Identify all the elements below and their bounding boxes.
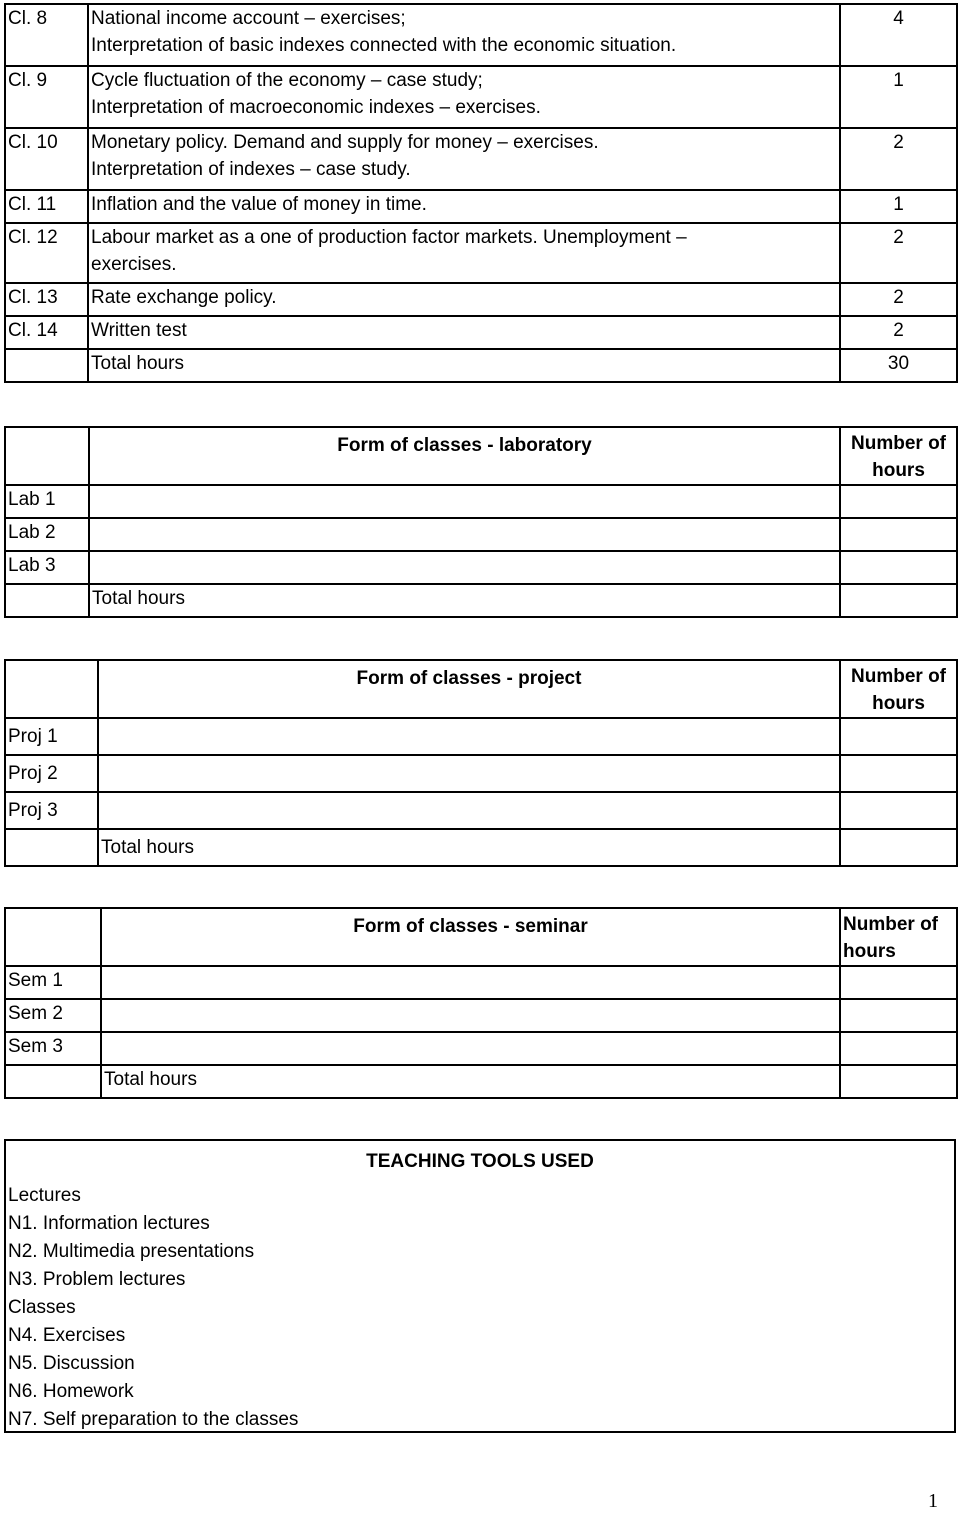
class-code: Cl. 9 — [5, 66, 88, 128]
total-label: Total hours — [89, 584, 840, 617]
class-code: Cl. 10 — [5, 128, 88, 190]
table-row — [5, 316, 957, 349]
class-topic: Inflation and the value of money in time. — [88, 190, 840, 223]
project-title: Form of classes - project — [98, 660, 840, 718]
total-label: Total hours — [88, 349, 840, 382]
list-item: N3. Problem lectures — [8, 1269, 186, 1290]
row-label: Lab 3 — [5, 551, 89, 584]
header-row — [5, 427, 957, 485]
table-row — [5, 1032, 957, 1065]
class-code: Cl. 13 — [5, 283, 88, 316]
class-code: Cl. 8 — [5, 4, 88, 66]
table-row — [5, 66, 957, 128]
row-label: Lab 1 — [5, 485, 89, 518]
table-row — [5, 485, 957, 518]
header-row — [5, 908, 957, 966]
table-row — [5, 283, 957, 316]
laboratory-table — [4, 426, 958, 618]
table-row — [5, 4, 957, 66]
seminar-title: Form of classes - seminar — [101, 908, 840, 966]
table-row — [5, 551, 957, 584]
table-row — [5, 518, 957, 551]
total-label: Total hours — [101, 1065, 840, 1098]
list-item: Lectures — [8, 1185, 81, 1206]
total-label: Total hours — [98, 829, 840, 866]
table-row — [5, 966, 957, 999]
list-item: N6. Homework — [8, 1381, 134, 1402]
row-label: Sem 2 — [5, 999, 101, 1032]
teaching-tools-list — [8, 1182, 954, 1434]
table-row — [5, 792, 957, 829]
classes-schedule-table — [4, 3, 958, 383]
list-item: Classes — [8, 1297, 76, 1318]
total-row — [5, 584, 957, 617]
class-hours: 2 — [840, 283, 957, 316]
table-row — [5, 223, 957, 283]
list-item: N7. Self preparation to the classes — [8, 1409, 299, 1430]
row-label: Sem 1 — [5, 966, 101, 999]
table-row — [5, 999, 957, 1032]
class-hours: 2 — [840, 316, 957, 349]
class-hours: 1 — [840, 66, 957, 128]
class-hours: 2 — [840, 223, 957, 283]
total-hours: 30 — [840, 349, 957, 382]
hours-header: Number of hours — [840, 427, 957, 485]
hours-header: Number of hours — [840, 908, 957, 966]
hours-header: Number of hours — [840, 660, 957, 718]
row-label: Proj 3 — [5, 792, 98, 829]
row-label: Proj 1 — [5, 718, 98, 755]
list-item: N4. Exercises — [8, 1325, 126, 1346]
class-hours: 1 — [840, 190, 957, 223]
total-row — [5, 349, 957, 382]
total-row — [5, 1065, 957, 1098]
page-number: 1 — [928, 1490, 938, 1512]
laboratory-title: Form of classes - laboratory — [89, 427, 840, 485]
teaching-tools-title: TEACHING TOOLS USED — [366, 1151, 594, 1172]
row-label: Proj 2 — [5, 755, 98, 792]
class-topic: Rate exchange policy. — [88, 283, 840, 316]
teaching-tools-box — [4, 1139, 956, 1433]
table-row — [5, 718, 957, 755]
list-item: N2. Multimedia presentations — [8, 1241, 255, 1262]
class-hours: 2 — [840, 128, 957, 190]
class-code: Cl. 12 — [5, 223, 88, 283]
class-topic: National income account – exercises; Interpretation of basic indexes connected with the economic situation. — [88, 4, 840, 66]
table-row — [5, 128, 957, 190]
header-row — [5, 660, 957, 718]
class-code: Cl. 11 — [5, 190, 88, 223]
table-row — [5, 190, 957, 223]
class-topic: Written test — [88, 316, 840, 349]
row-label: Sem 3 — [5, 1032, 101, 1065]
row-label: Lab 2 — [5, 518, 89, 551]
list-item: N1. Information lectures — [8, 1213, 210, 1234]
project-table — [4, 659, 958, 867]
class-code: Cl. 14 — [5, 316, 88, 349]
total-row — [5, 829, 957, 866]
class-topic: Labour market as a one of production factor markets. Unemployment – exercises. — [88, 223, 840, 283]
class-topic: Cycle fluctuation of the economy – case study; Interpretation of macroeconomic indexes – exercises. — [88, 66, 840, 128]
seminar-table — [4, 907, 958, 1099]
list-item: N5. Discussion — [8, 1353, 135, 1374]
table-row — [5, 755, 957, 792]
class-hours: 4 — [840, 4, 957, 66]
class-topic: Monetary policy. Demand and supply for money – exercises. Interpretation of indexes – case study. — [88, 128, 840, 190]
